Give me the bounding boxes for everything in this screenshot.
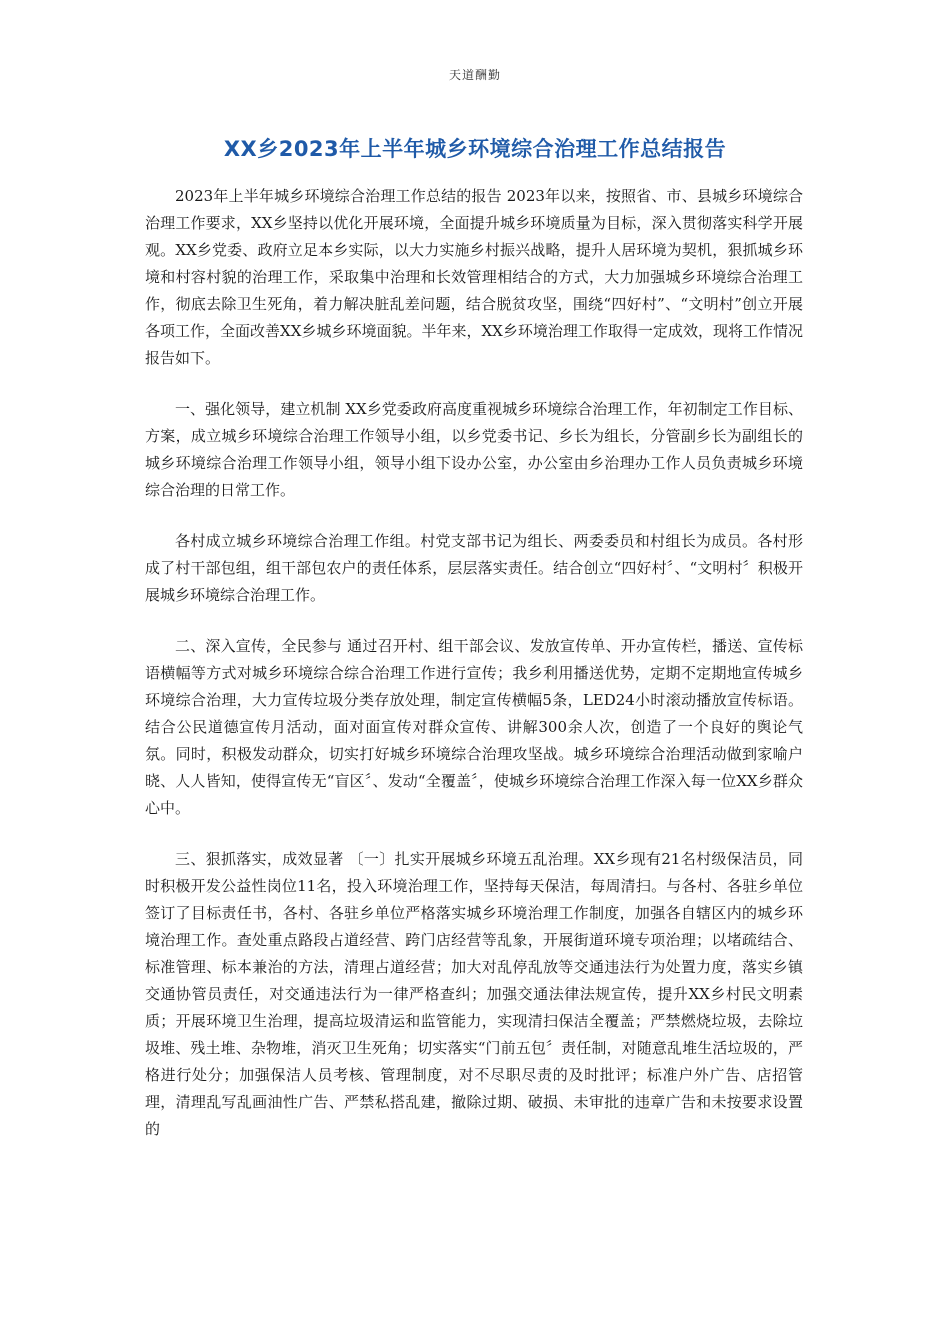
paragraph-village-groups: 各村成立城乡环境综合治理工作组。村党支部书记为组长、两委委员和村组长为成员。各村形成了村干部包组，组干部包农户的责任体系，层层落实责任。结合创立“四好村〞、“文明村〞积极开展城乡环境综合治理工作。 [145,532,803,604]
page-header: 天道酬勤 [448,68,501,82]
paragraph-section-2: 二、深入宣传，全民参与 通过召开村、组干部会议、发放宣传单、开办宣传栏，播送、宣传标语横幅等方式对城乡环境综合综合治理工作进行宣传；我乡利用播送优势，定期不定期地宣传城乡环境综合治理，大力宣传垃圾分类存放处理，制定宣传横幅5条，LED24小时滚动播放宣传标语。结合公民道德宣传月活动，面对面宣传对群众宣传、讲解300余人次，创造了一个良好的舆论气氛。同时，积极发动群众，切实打好城乡环境综合治理攻坚战。城乡环境综合治理活动做到家喻户晓、人人皆知，使得宣传无“盲区〞、发动“全覆盖〞，使城乡环境综合治理工作深入每一位XX乡群众心中。 [145,637,803,817]
paragraph-intro: 2023年上半年城乡环境综合治理工作总结的报告 2023年以来，按照省、市、县城乡环境综合治理工作要求，XX乡坚持以优化开展环境，全面提升城乡环境质量为目标，深入贯彻落实科学开展观。XX乡党委、政府立足本乡实际，以大力实施乡村振兴战略，提升人居环境为契机，狠抓城乡环境和村容村貌的治理工作，采取集中治理和长效管理相结合的方式，大力加强城乡环境综合治理工作，彻底去除卫生死角，着力解决脏乱差问题，结合脱贫攻坚，围绕“四好村”、“文明村”创立开展各项工作，全面改善XX乡城乡环境面貌。半年来，XX乡环境治理工作取得一定成效，现将工作情况报告如下。 [145,187,803,367]
paragraph-section-3: 三、狠抓落实，成效显著 〔一〕扎实开展城乡环境五乱治理。XX乡现有21名村级保洁员，同时积极开发公益性岗位11名，投入环境治理工作，坚持每天保洁，每周清扫。与各村、各驻乡单位签订了目标责任书，各村、各驻乡单位严格落实城乡环境治理工作制度，加强各自辖区内的城乡环境治理工作。查处重点路段占道经营、跨门店经营等乱象，开展街道环境专项治理；以堵疏结合、标准管理、标本兼治的方法，清理占道经营；加大对乱停乱放等交通违法行为处置力度，落实乡镇交通协管员责任，对交通违法行为一律严格查纠；加强交通法律法规宣传，提升XX乡村民文明素质；开展环境卫生治理，提高垃圾清运和监管能力，实现清扫保洁全覆盖；严禁燃烧垃圾，去除垃圾堆、残土堆、杂物堆，消灭卫生死角；切实落实“门前五包〞责任制，对随意乱堆生活垃圾的，严格进行处分；加强保洁人员考核、管理制度，对不尽职尽责的及时批评；标准户外广告、店招管理，清理乱写乱画油性广告、严禁私搭乱建，撤除过期、破损、未审批的违章广告和未按要求设置的 [145,850,803,1138]
document-body [145,183,803,1167]
document-title: XX乡2023年上半年城乡环境综合治理工作总结报告 [223,137,727,161]
paragraph-section-1: 一、强化领导，建立机制 XX乡党委政府高度重视城乡环境综合治理工作，年初制定工作目标、方案，成立城乡环境综合治理工作领导小组，以乡党委书记、乡长为组长，分管副乡长为副组长的城乡环境综合治理工作领导小组，领导小组下设办公室，办公室由乡治理办工作人员负责城乡环境综合治理的日常工作。 [145,400,803,499]
